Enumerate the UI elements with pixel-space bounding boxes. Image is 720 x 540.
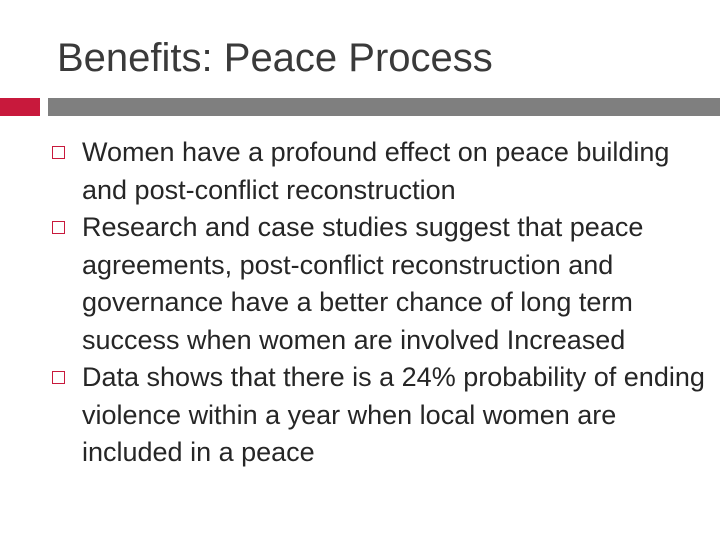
title-rule-accent	[0, 98, 40, 116]
slide-title: Benefits: Peace Process	[57, 36, 493, 80]
bullet-text: Women have a profound effect on peace building and post-conflict reconstruction	[82, 137, 670, 205]
hollow-square-icon	[52, 371, 65, 384]
bullet-item	[52, 209, 712, 359]
bullet-text: Research and case studies suggest that peace agreements, post-conflict reconstruction and governance have a better chance of long term success when women are involved Increased	[82, 212, 644, 355]
bullet-list	[52, 134, 712, 472]
bullet-item	[52, 359, 712, 472]
bullet-item	[52, 134, 712, 209]
hollow-square-icon	[52, 146, 65, 159]
hollow-square-icon	[52, 221, 65, 234]
bullet-text: Data shows that there is a 24% probability of ending violence within a year when local women are included in a peace	[82, 362, 705, 467]
title-rule-line	[48, 98, 720, 116]
